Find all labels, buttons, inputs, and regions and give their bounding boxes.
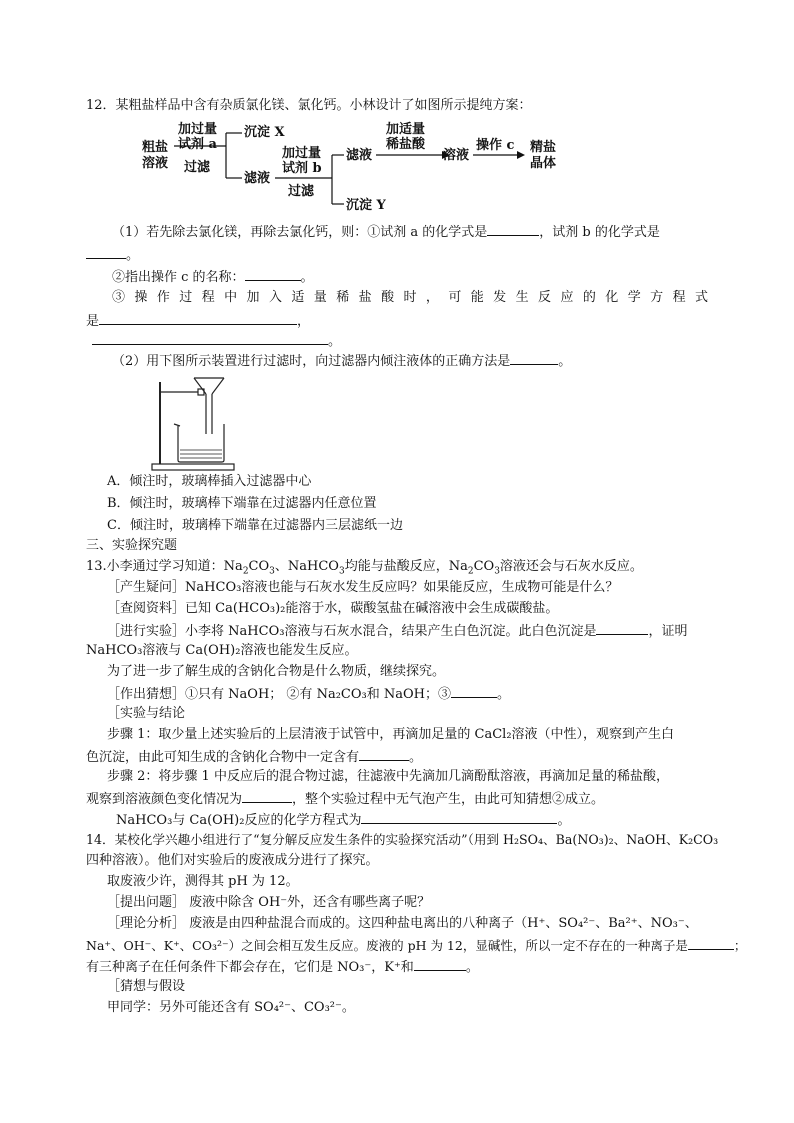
- flow-filtrate-2: 滤液: [346, 148, 373, 163]
- q12-part3-line3: [92, 330, 341, 352]
- flow-reagent-a: 试剂 a: [178, 137, 217, 152]
- q12-part3-shi: 是: [86, 314, 100, 329]
- tag-theory: 理论分析: [120, 916, 173, 931]
- q13-intro-c: 、NaHCO: [274, 559, 339, 574]
- reagent-a-blank[interactable]: [487, 221, 539, 236]
- absent-ion-blank[interactable]: [688, 935, 734, 950]
- option-c: C．倾注时，玻璃棒下端靠在过滤器内三层滤纸一边: [107, 518, 403, 533]
- q13-step1-line2: [86, 746, 422, 768]
- q13-intro-d: 均能与盐酸反应，Na: [344, 559, 468, 574]
- reagent-b-blank[interactable]: [86, 244, 126, 259]
- flow-dilute-hcl: 稀盐酸: [386, 137, 426, 152]
- q12-part1-line: [112, 221, 660, 243]
- q13-guess-line: ［作出猜想］①只有 NaOH； ②有 Na₂CO₃和 NaOH；③ 。: [107, 683, 510, 705]
- q14-theory-text2: Na⁺、OH⁻、K⁺、CO₃²⁻）之间会相互发生反应。废液的 pH 为 12，显碱性，所以一定不存在的一种离子是: [86, 938, 688, 953]
- q13-conclusion-tag-line: ［实验与结论: [107, 706, 186, 721]
- flow-crude-salt-solution: 溶液: [142, 156, 169, 171]
- section-3-heading: 三、实验探究题: [86, 538, 178, 553]
- q13-intro: 13.小李通过学习知道：$Na_2CO_3$、NaHCO$_3$均能与盐酸反应，$Na_2CO_3$溶液还会与石灰水反应。: [86, 559, 643, 577]
- q13-question-text: NaHCO₃溶液也能与石灰水发生反应吗？如果能反应，生成物可能是什么？: [185, 580, 619, 595]
- q13-equation-end: 。: [557, 813, 571, 828]
- operation-c-blank[interactable]: [245, 266, 301, 281]
- flow-filtrate-1: 滤液: [244, 171, 271, 186]
- tag-guess: 作出猜想: [120, 687, 173, 702]
- flow-reagent-b-add: 加过量: [282, 146, 322, 161]
- sodium-compound-blank[interactable]: [359, 746, 409, 761]
- q14-student-jia: 甲同学：另外可能还含有 SO₄²⁻、CO₃²⁻。: [107, 1000, 355, 1015]
- filtration-apparatus-drawing: [150, 372, 240, 472]
- flow-precipitate-x: 沉淀 X: [244, 125, 285, 140]
- q12-part3-line2: [86, 310, 310, 332]
- q12-part2-line: [112, 266, 314, 288]
- q13-equation-line: [116, 809, 570, 831]
- q13-reference-text: 已知 Ca(HCO₃)₂能溶于水，碳酸氢盐在碱溶液中会生成碳酸盐。: [185, 601, 559, 616]
- flow-operation-c: 操作 c: [476, 138, 515, 153]
- filtration-apparatus-figure: [150, 372, 240, 472]
- q12-part2-end: 。: [300, 270, 314, 285]
- flow-crude-salt: 粗盐: [142, 140, 169, 155]
- tag-experiment: 进行实验: [120, 624, 173, 639]
- q12-part1-text-b: ，试剂 b 的化学式是: [539, 225, 660, 240]
- present-ion-blank[interactable]: [414, 956, 466, 971]
- q13-equation-text: NaHCO₃与 Ca(OH)₂反应的化学方程式为: [116, 813, 362, 828]
- q13-intro-a: 13.小李通过学习知道：Na: [86, 559, 243, 574]
- flow-reagent-a-add: 加过量: [178, 122, 218, 137]
- q12-part4-end: 。: [558, 354, 572, 369]
- flow-filter-2: 过滤: [288, 184, 315, 199]
- q12-part1-end: 。: [126, 248, 140, 263]
- flow-precipitate-y: 沉淀 Y: [346, 198, 386, 213]
- q14-theory-text3-end: 。: [465, 960, 479, 975]
- flow-solution: 溶液: [443, 148, 470, 163]
- tag-raise-problem: 提出问题: [120, 895, 173, 910]
- tag-experiment-conclusion: 实验与结论: [120, 706, 186, 721]
- q12-part1-line2: [86, 244, 139, 266]
- purification-flowchart: [142, 118, 582, 218]
- pour-method-blank[interactable]: [510, 350, 558, 365]
- q13-experiment-line2: NaHCO₃溶液与 Ca(OH)₂溶液也能发生反应。: [86, 643, 358, 658]
- q13-step1: 步骤 1：取少量上述实验后的上层清液于试管中，再滴加足量的 CaCl₂溶液（中性），观察到产生白: [107, 727, 675, 742]
- q13-reference-line: ［查阅资料］已知 Ca(HCO₃)₂能溶于水，碳酸氢盐在碱溶液中会生成碳酸盐。: [107, 601, 559, 616]
- flow-refined-salt: 精盐: [530, 140, 557, 155]
- q12-part2-text: ②指出操作 c 的名称：: [112, 270, 245, 285]
- equation-blank-2[interactable]: [92, 330, 328, 345]
- q12-part3-end: 。: [328, 334, 342, 349]
- q14-intro-line2: 四种溶液）。他们对实验后的废液成分进行了探究。: [86, 853, 379, 868]
- option-a: A．倾注时，玻璃棒插入过滤器中心: [107, 474, 312, 489]
- q14-theory-line2: [86, 935, 746, 956]
- q12-part4-text: （2）用下图所示装置进行过滤时，向过滤器内倾注液体的正确方法是: [112, 354, 511, 369]
- q14-theory-line3: [86, 956, 479, 978]
- q13-experiment-text: 小李将 NaHCO₃溶液与石灰水混合，结果产生白色沉淀。此白色沉淀是: [185, 624, 597, 639]
- q14-theory-text2-end: ；: [733, 938, 747, 953]
- q14-intro: 14．某校化学兴趣小组进行了“复分解反应发生条件的实验探究活动”（用到 H₂SO₄、Ba(NO₃)₂、NaOH、K₂CO₃: [86, 832, 719, 847]
- q13-experiment-text2: ，证明: [648, 624, 688, 639]
- q12-part3-text: ③ 操 作 过 程 中 加 入 适 量 稀 盐 酸 时 ， 可 能 发 生 反 应 的 化 学 方 程 式: [112, 290, 708, 305]
- flow-acid-add: 加适量: [386, 122, 426, 137]
- q13-step2-text2: 观察到溶液颜色变化情况为: [86, 792, 243, 807]
- q12-part3-comma: ，: [297, 314, 311, 329]
- guess-3-blank[interactable]: [451, 683, 497, 698]
- option-b: B．倾注时，玻璃棒下端靠在过滤器内任意位置: [107, 496, 377, 511]
- q12-part1-text: （1）若先除去氯化镁，再除去氯化钙，则：①试剂 a 的化学式是: [112, 225, 488, 240]
- q13-further: 为了进一步了解生成的含钠化合物是什么物质，继续探究。: [107, 664, 446, 679]
- flow-crystal: 晶体: [530, 156, 557, 171]
- q13-step1-text2: 色沉淀，由此可知生成的含钠化合物中一定含有: [86, 750, 360, 765]
- color-change-blank[interactable]: [242, 788, 292, 803]
- q13-guess-text: ①只有 NaOH； ②有 Na₂CO₃和 NaOH；③: [185, 687, 451, 702]
- q13-guess-end: 。: [496, 687, 510, 702]
- q13-intro-b: CO: [248, 559, 270, 574]
- q13-intro-e: CO: [473, 559, 495, 574]
- q13-experiment-line: ［进行实验］小李将 NaHCO₃溶液与石灰水混合，结果产生白色沉淀。此白色沉淀是 ，证明: [107, 620, 687, 642]
- q13-step2-text3: ，整个实验过程中无气泡产生，由此可知猜想②成立。: [292, 792, 605, 807]
- q14-theory-line: ［理论分析］ 废液是由四种盐混合而成的。这四种盐电离出的八种离子（H⁺、SO₄²⁻、Ba²⁺、NO₃⁻、: [107, 916, 698, 931]
- flow-reagent-b: 试剂 b: [282, 161, 322, 176]
- white-precipitate-blank[interactable]: [596, 620, 648, 635]
- q14-question-text: 废液中除含 OH⁻外，还含有哪些离子呢？: [185, 895, 431, 910]
- q13-question-line: ［产生疑问］NaHCO₃溶液也能与石灰水发生反应吗？如果能反应，生成物可能是什么？: [107, 580, 619, 595]
- q12-intro: 12．某粗盐样品中含有杂质氯化镁、氯化钙。小林设计了如图所示提纯方案：: [86, 98, 532, 113]
- flow-filter-1: 过滤: [184, 160, 211, 175]
- q14-theory-text: 废液是由四种盐混合而成的。这四种盐电离出的八种离子（H⁺、SO₄²⁻、Ba²⁺、NO₃⁻、: [185, 916, 698, 931]
- q14-sample: 取废液少许，测得其 pH 为 12。: [107, 874, 299, 889]
- q13-step2-line2: [86, 788, 604, 810]
- q13-equation-blank[interactable]: [361, 809, 557, 824]
- q13-step2: 步骤 2：将步骤 1 中反应后的混合物过滤，往滤液中先滴加几滴酚酞溶液，再滴加足量的稀盐酸，: [107, 769, 669, 784]
- equation-blank-1[interactable]: [99, 310, 297, 325]
- tag-raise-question: 产生疑问: [120, 580, 173, 595]
- q14-question-line: ［提出问题］ 废液中除含 OH⁻外，还含有哪些离子呢？: [107, 895, 431, 910]
- q13-step1-end: 。: [409, 750, 423, 765]
- q13-intro-f: 溶液还会与石灰水反应。: [499, 559, 643, 574]
- q12-part4-line: [112, 350, 571, 372]
- q14-hypothesis-tag-line: ［猜想与假设: [107, 979, 186, 994]
- q14-theory-text3: 有三种离子在任何条件下都会存在，它们是 NO₃⁻，K⁺和: [86, 960, 414, 975]
- tag-reference: 查阅资料: [120, 601, 173, 616]
- tag-hypothesis: 猜想与假设: [120, 979, 186, 994]
